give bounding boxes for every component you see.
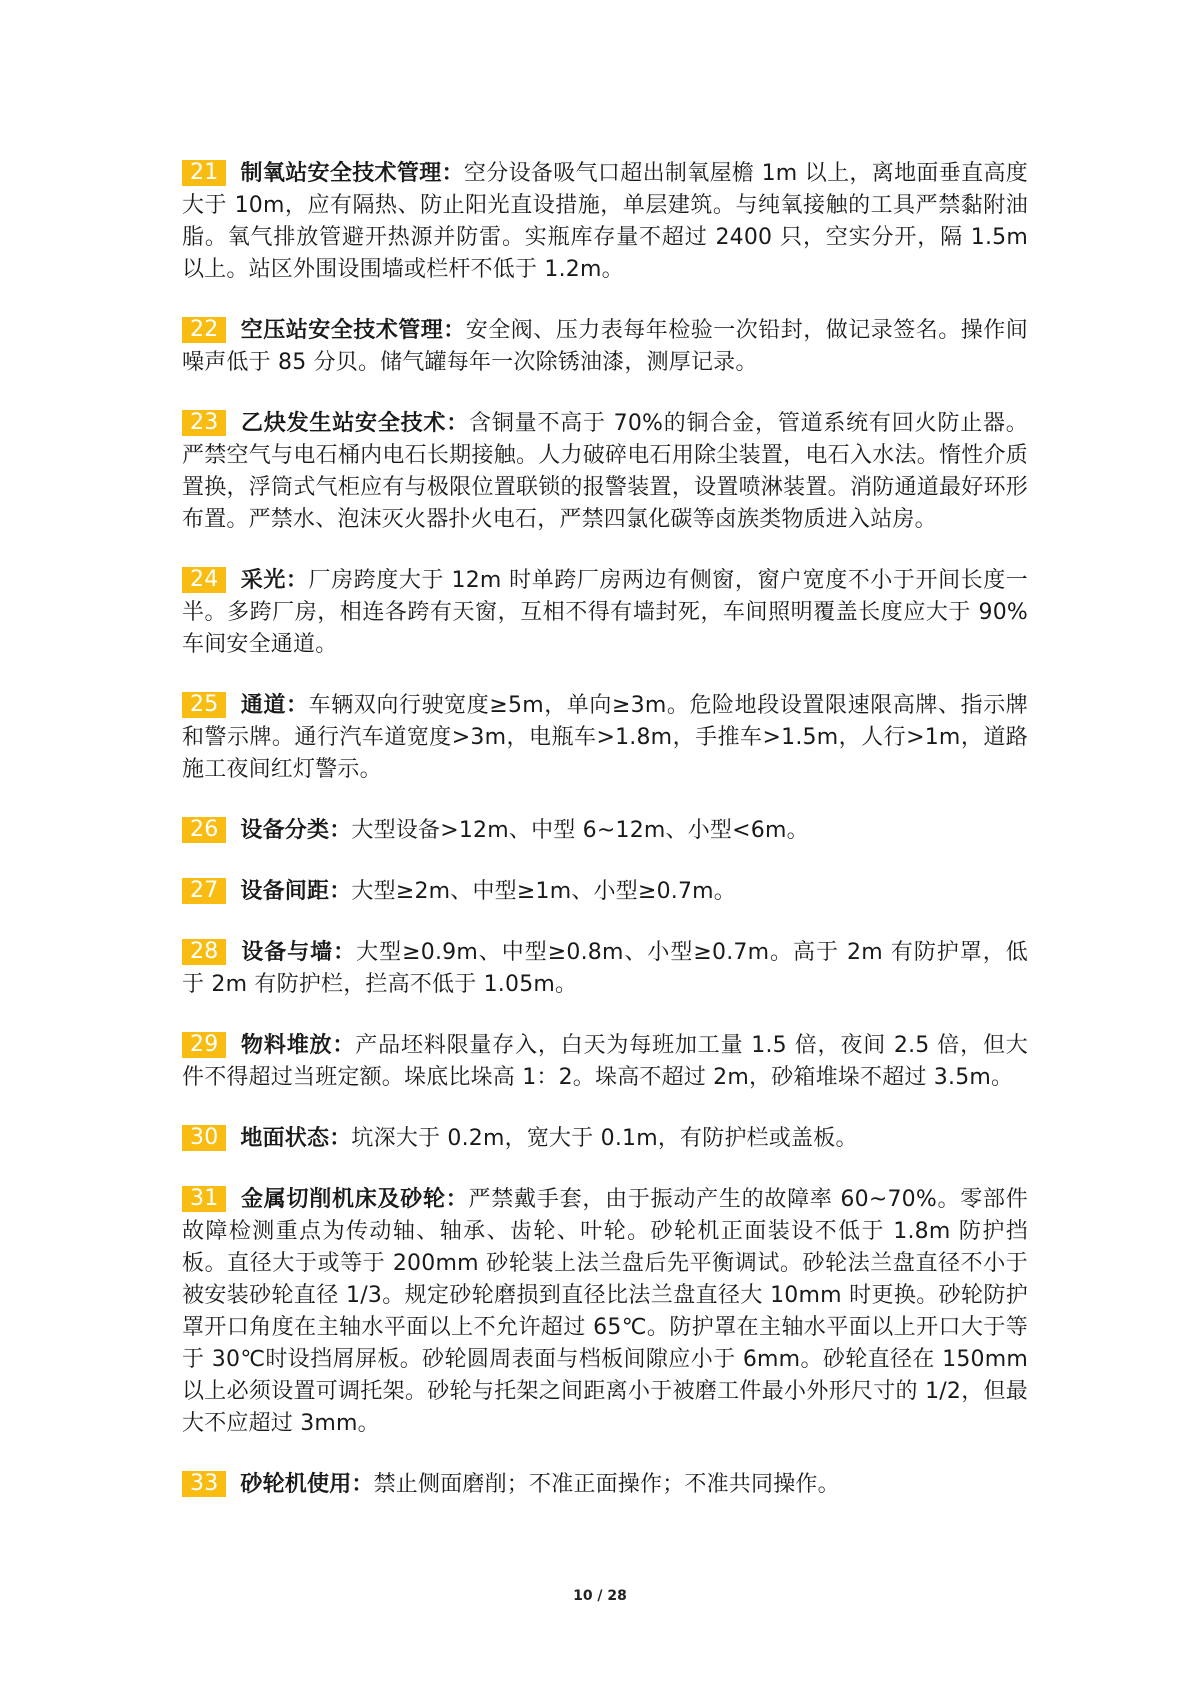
entry-22: [182, 315, 1028, 379]
entry-title: 制氧站安全技术管理：: [240, 161, 464, 186]
entry-number-badge: 30: [182, 1125, 226, 1151]
entry-text: 安全阀、压力表每年检验一次铅封，做记录签名。操作间噪声低于 85 分贝。储气罐每年一次除锈油漆，测厚记录。: [182, 318, 1028, 375]
entry-text: 含铜量不高于 70%的铜合金，管道系统有回火防止器。严禁空气与电石桶内电石长期接触。人力破碎电石用除尘装置，电石入水法。惰性介质置换，浮筒式气柜应有与极限位置联锁的报警装置，设置喷淋装置。消防通道最好环形布置。严禁水、泡沫灭火器扑火电石，严禁四氯化碳等卤族类物质进入站房。: [182, 411, 1028, 532]
entry-31: [182, 1184, 1028, 1440]
entry-28: [182, 937, 1028, 1001]
entry-text: 大型≥0.9m、中型≥0.8m、小型≥0.7m。高于 2m 有防护罩，低于 2m 有防护栏，拦高不低于 1.05m。: [182, 940, 1028, 997]
entry-title: 设备分类：: [240, 818, 352, 843]
entry-23: [182, 408, 1028, 536]
document-body: [182, 158, 1028, 1530]
entry-33: [182, 1469, 1028, 1501]
entry-text: 坑深大于 0.2m，宽大于 0.1m，有防护栏或盖板。: [351, 1126, 858, 1151]
entry-text: 车辆双向行驶宽度≥5m，单向≥3m。危险地段设置限速限高牌、指示牌和警示牌。通行汽车道宽度>3m，电瓶车>1.8m，手推车>1.5m，人行>1m，道路施工夜间红灯警示。: [182, 693, 1028, 782]
page-indicator: 10 / 28: [573, 1588, 627, 1604]
entry-text: 禁止侧面磨削；不准正面操作；不准共同操作。: [373, 1472, 840, 1497]
entry-title: 通道：: [240, 693, 309, 718]
entry-title: 物料堆放：: [240, 1033, 356, 1058]
entry-text: 大型设备>12m、中型 6~12m、小型<6m。: [351, 818, 809, 843]
entry-title: 设备与墙：: [240, 940, 357, 965]
entry-29: [182, 1030, 1028, 1094]
entry-number-badge: 25: [182, 692, 226, 718]
entry-text: 厂房跨度大于 12m 时单跨厂房两边有侧窗，窗户宽度不小于开间长度一半。多跨厂房，相连各跨有天窗，互相不得有墙封死，车间照明覆盖长度应大于 90%车间安全通道。: [182, 568, 1028, 657]
entry-number-badge: 23: [182, 410, 226, 436]
entry-number-badge: 22: [182, 317, 226, 343]
entry-number-badge: 21: [182, 160, 226, 186]
entry-title: 空压站安全技术管理：: [240, 318, 466, 343]
entry-text: 空分设备吸气口超出制氧屋檐 1m 以上，离地面垂直高度大于 10m，应有隔热、防止阳光直设措施，单层建筑。与纯氧接触的工具严禁黏附油脂。氧气排放管避开热源并防雷。实瓶库存量不超过 2400 只，空实分开，隔 1.5m 以上。站区外围设围墙或栏杆不低于 1.2m。: [182, 161, 1028, 282]
entry-number-badge: 28: [182, 939, 226, 965]
entry-number-badge: 27: [182, 878, 226, 904]
entry-30: [182, 1123, 1028, 1155]
entry-title: 设备间距：: [240, 879, 352, 904]
entry-number-badge: 31: [182, 1186, 226, 1212]
entry-title: 乙炔发生站安全技术：: [240, 411, 470, 436]
entry-number-badge: 24: [182, 567, 226, 593]
entry-number-badge: 33: [182, 1471, 226, 1497]
entry-24: [182, 565, 1028, 661]
entry-number-badge: 29: [182, 1032, 226, 1058]
entry-title: 地面状态：: [240, 1126, 352, 1151]
entry-text: 大型≥2m、中型≥1m、小型≥0.7m。: [351, 879, 736, 904]
entry-text: 严禁戴手套，由于振动产生的故障率 60~70%。零部件故障检测重点为传动轴、轴承、齿轮、叶轮。砂轮机正面装设不低于 1.8m 防护挡板。直径大于或等于 200mm 砂轮装上法兰盘后先平衡调试。砂轮法兰盘直径不小于被安装砂轮直径 1/3。规定砂轮磨损到直径比法兰盘直径大 10mm 时更换。砂轮防护罩开口角度在主轴水平面以上不允许超过 65℃。防护罩在主轴水平面以上开口大于等于 30℃时设挡屑屏板。砂轮圆周表面与档板间隙应小于 6mm。砂轮直径在 150mm 以上必须设置可调托架。砂轮与托架之间距离小于被磨工件最小外形尺寸的 1/2，但最大不应超过 3mm。: [182, 1187, 1028, 1436]
entry-21: [182, 158, 1028, 286]
entry-title: 金属切削机床及砂轮：: [240, 1187, 469, 1212]
entry-27: [182, 876, 1028, 908]
entry-25: [182, 690, 1028, 786]
entry-title: 砂轮机使用：: [240, 1472, 374, 1497]
entry-26: [182, 815, 1028, 847]
entry-text: 产品坯料限量存入，白天为每班加工量 1.5 倍，夜间 2.5 倍，但大件不得超过当班定额。垛底比垛高 1：2。垛高不超过 2m，砂箱堆垛不超过 3.5m。: [182, 1033, 1028, 1090]
entry-number-badge: 26: [182, 817, 226, 843]
entry-title: 采光：: [240, 568, 309, 593]
